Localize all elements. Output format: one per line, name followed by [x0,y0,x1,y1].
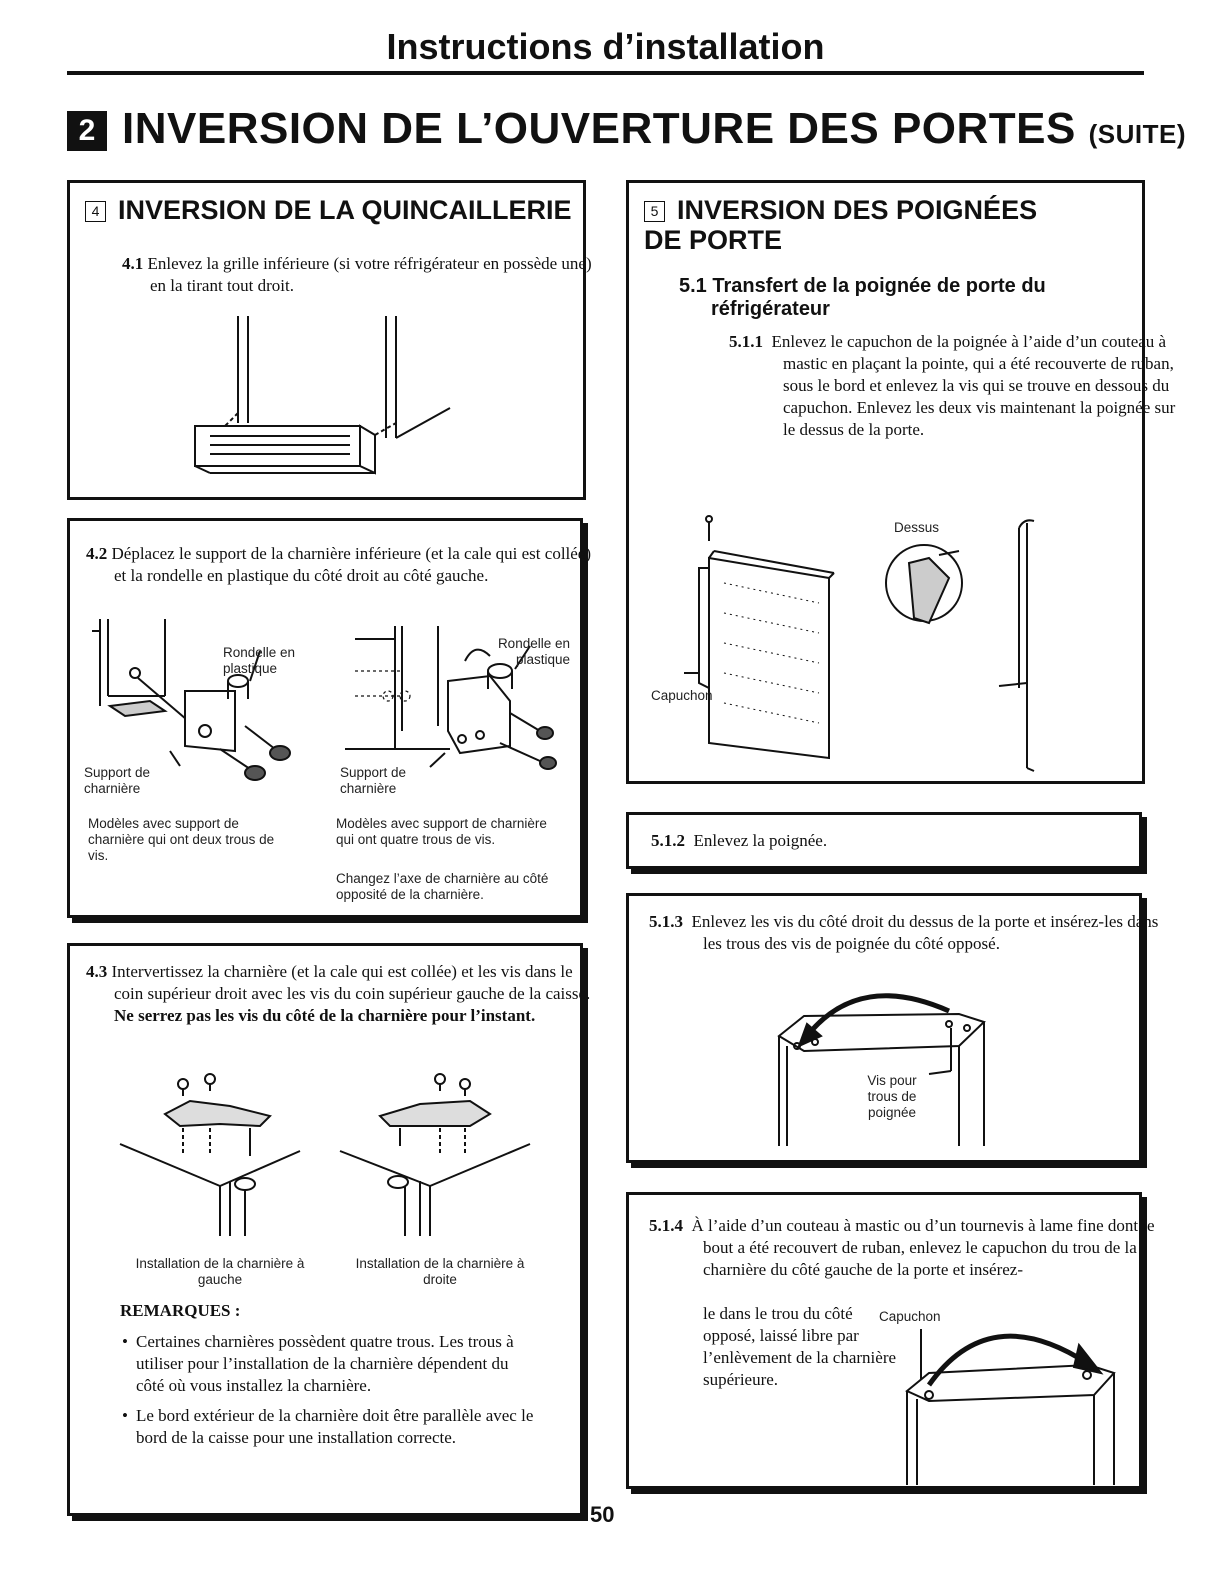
step-5-1-1-body: Enlevez le capuchon de la poignée à l’aide d’un couteau à mastic en plaçant la pointe, qui a été recouverte de ruban, sous le bord et enlevez la vis qui se trouve en dessous du capuchon. Enlevez les deux vis maintenant la poignée sur le dessus de la porte. [771,332,1176,439]
label-top: Dessus [894,520,940,535]
left-support-label: Support de charnière [84,765,151,796]
part4-number: 4 [85,201,106,222]
step-4-1-num: 4.1 [122,254,144,273]
caption-left-install: Installation de la charnière à gauche [135,1256,305,1287]
section-title-text: INVERSION DE L’OUVERTURE DES PORTES [122,104,1076,153]
part5-number: 5 [644,201,665,222]
part5-title-line2: DE PORTE [644,225,783,255]
page-number: 50 [590,1502,615,1527]
left-washer-label: Rondelle en plastique [223,645,296,676]
step-4-3-bold: Ne serrez pas les vis du côté de la charnière pour l’instant. [114,1006,536,1025]
section-number-badge: 2 [67,111,107,151]
step-5-1-3-num: 5.1.3 [649,912,683,931]
step-5-1-4-body-a: À l’aide d’un couteau à mastic ou d’un tournevis à lame fine dont le bout a été recouvert de ruban, enlevez le capuchon du trou de la charnière du côté gauche de la porte et insérez- [691,1216,1155,1279]
step-5-1-2-num: 5.1.2 [651,831,685,850]
step-4-2-num: 4.2 [86,544,108,563]
cap-transfer-illustration [629,1195,1145,1492]
step-4-3-num: 4.3 [86,962,108,981]
sub-5-1-title: 5.1 Transfert de la poignée de porte du réfrigérateur [679,275,1046,320]
label-cap-5-1-4: Capuchon [879,1309,941,1324]
part5-title-line1: INVERSION DES POIGNÉES [677,195,1038,225]
caption-four-holes: Modèles avec support de charnière qui ont quatre trous de vis. [336,816,547,847]
remark-item: • Certaines charnières possèdent quatre trous. Les trous à utiliser pour l’installation de la charnière dépendent du côté où vous installez la charnière. [118,1331,538,1397]
box-step-5-1-1 [626,180,1176,784]
label-cap: Capuchon [651,688,713,703]
remarks-list [118,1331,538,1457]
step-5-1-2-text [651,830,827,852]
box-step-4-3 [67,943,591,1516]
right-support-label: Support de charnière [340,765,407,796]
caption-two-holes: Modèles avec support de charnière qui ont deux trous de vis. [88,816,275,863]
box-step-4-1 [67,180,592,500]
box-step-5-1-2 [626,812,1142,869]
step-5-1-4-num: 5.1.4 [649,1216,683,1235]
grille-illustration [70,183,589,503]
caption-right-install: Installation de la charnière à droite [355,1256,525,1287]
step-5-1-3-body: Enlevez les vis du côté droit du dessus de la porte et insérez-les dans les trous des vis de poignée du côté opposé. [691,912,1159,953]
step-4-2-body: Déplacez le support de la charnière inférieure (et la cale qui est collée) et la rondelle en plastique du côté droit au côté gauche. [111,544,592,585]
page-header: Instructions d’installation [386,26,825,67]
part4-title-text: INVERSION DE LA QUINCAILLERIE [118,195,572,225]
section-title [122,104,1186,154]
header-rule [67,71,1144,75]
door-screws-illustration [629,896,1145,1166]
label-handle-screws: Vis pour trous de poignée [867,1073,917,1120]
caption-change-axis: Changez l’axe de charnière au côté opposité de la charnière. [336,871,549,902]
step-5-1-1-num: 5.1.1 [729,332,763,351]
box-step-5-1-3 [626,893,1159,1163]
step-5-1-2-body: Enlevez la poignée. [693,831,828,850]
step-5-1-4-text-b: le dans le trou du côté opposé, laissé libre par l’enlèvement de la charnière supérieure. [703,1304,897,1389]
box-step-5-1-4 [626,1192,1155,1489]
section-title-suffix: (SUITE) [1088,119,1186,149]
right-washer-label: Rondelle en plastique [497,636,570,667]
remark-item: • Le bord extérieur de la charnière doit être parallèle avec le bord de la caisse pour une installation correcte. [118,1405,538,1449]
box-step-4-2 [67,518,592,918]
remarks-title: REMARQUES : [120,1301,241,1320]
step-4-1-body: Enlevez la grille inférieure (si votre réfrigérateur en possède une) en la tirant tout droit. [147,254,592,295]
step-4-3-body: Intervertissez la charnière (et la cale qui est collée) et les vis dans le coin supérieur droit avec les vis du coin supérieur gauche de la caisse. [111,962,591,1003]
